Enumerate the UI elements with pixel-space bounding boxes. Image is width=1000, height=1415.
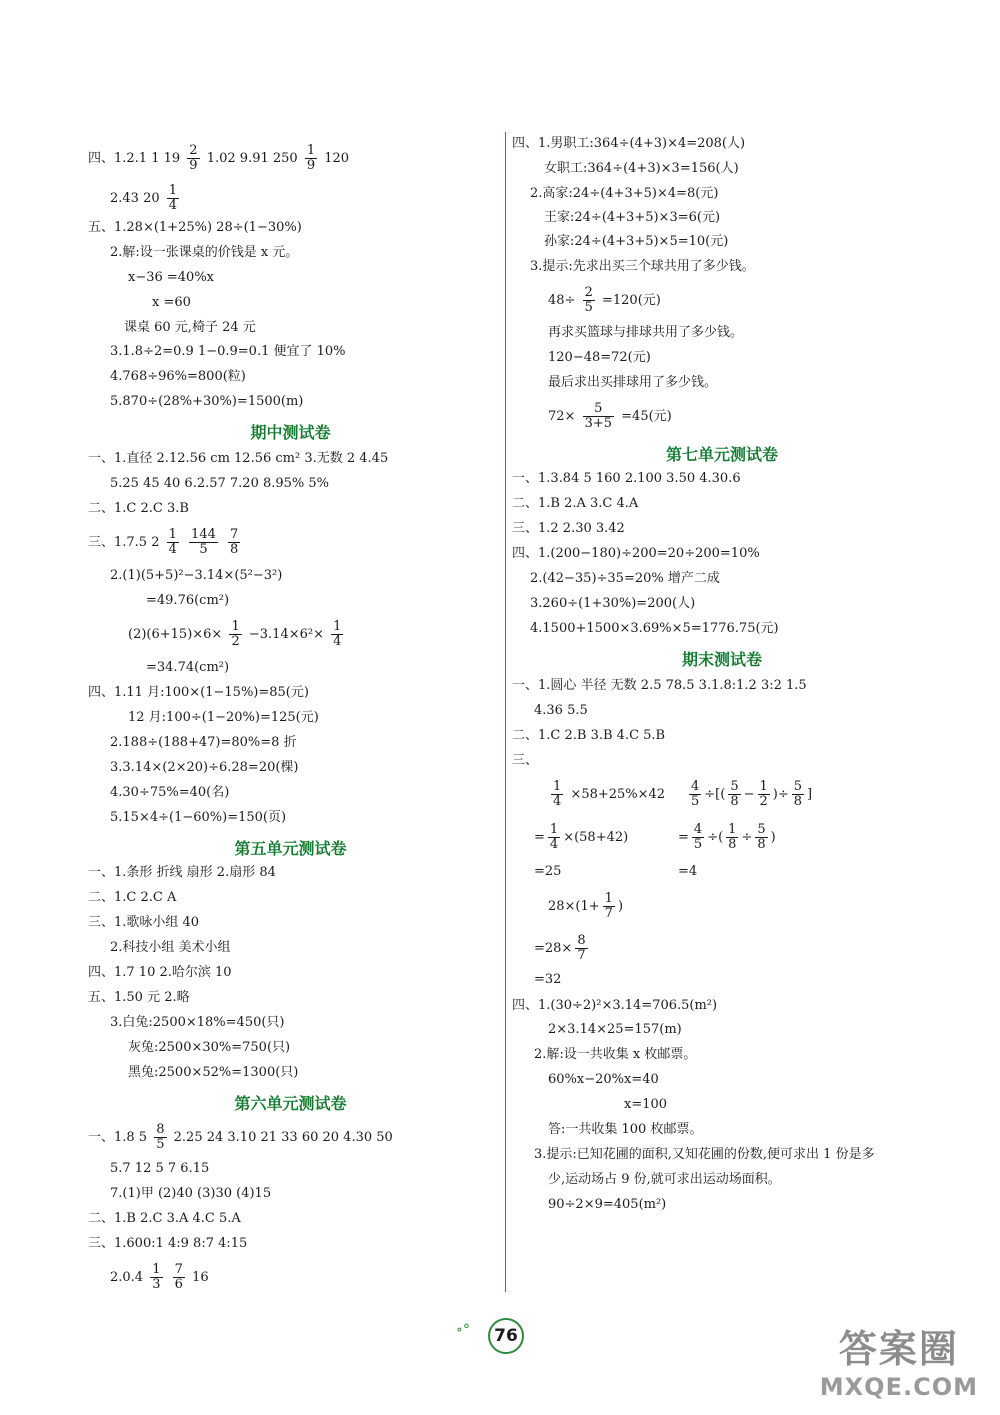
answer-line: 5.25 45 40 6.2.57 7.20 8.95% 5% xyxy=(110,476,330,491)
answer-line: 三、1.7.5 2 $\frac{1}{4}$ $\frac{144}{5}$ $\frac{7}{8}$ xyxy=(88,527,239,557)
calc-line: = $\frac{4}{5}$ ÷( $\frac{1}{8}$ ÷ $\frac{5}{8}$ ) xyxy=(678,822,776,852)
fraction: $\frac{1}{3}$ xyxy=(152,1262,161,1292)
fraction: $\frac{2}{5}$ xyxy=(584,285,593,315)
fraction: $\frac{5}{3+5}$ xyxy=(584,401,613,431)
answer-line: 二、1.C 2.B 3.B 4.C 5.B xyxy=(512,728,666,743)
answer-line: 4.30÷75%=40(名) xyxy=(110,785,230,800)
answer-line: 四、1.7 10 2.哈尔滨 10 xyxy=(88,965,232,980)
answer-line: 12 月:100÷(1−20%)=125(元) xyxy=(128,710,319,725)
calc-line: =25 xyxy=(534,864,562,879)
answer-line: 4.1500+1500×3.69%×5=1776.75(元) xyxy=(530,621,779,636)
answer-line: 二、1.B 2.A 3.C 4.A xyxy=(512,496,639,511)
fraction: $\frac{1}{4}$ xyxy=(168,183,178,213)
answer-line: 2.(1)(5+5)²−3.14×(5²−3²) xyxy=(110,568,283,583)
watermark-logo xyxy=(820,1318,978,1401)
fraction: $\frac{1}{4}$ xyxy=(553,779,562,809)
answer-line: 三、1.歌咏小组 40 xyxy=(88,915,200,930)
answer-line: 2.科技小组 美术小组 xyxy=(110,940,231,955)
answer-line: 3.提示:先求出买三个球共用了多少钱。 xyxy=(530,259,755,274)
section-title: 期末测试卷 xyxy=(681,650,762,669)
section-title: 第七单元测试卷 xyxy=(665,445,778,464)
answer-line: 五、1.50 元 2.略 xyxy=(88,990,190,1005)
answer-line: 2.解:设一张课桌的价钱是 x 元。 xyxy=(110,245,299,260)
fraction: $\frac{1}{4}$ xyxy=(168,527,177,557)
answer-line: 最后求出买排球用了多少钱。 xyxy=(548,375,718,390)
answer-line: 王家:24÷(4+3+5)×3=6(元) xyxy=(544,210,721,225)
answer-line: 3.1.8÷2=0.9 1−0.9=0.1 便宜了 10% xyxy=(110,344,346,359)
answer-line: 二、1.C 2.C 3.B xyxy=(88,501,189,516)
answer-line: 120−48=72(元) xyxy=(548,350,651,365)
answer-line: 3.提示:已知花圃的面积,又知花圃的份数,便可求出 1 份是多 xyxy=(534,1147,875,1162)
answer-line: 三、 xyxy=(512,753,539,768)
answer-line: =34.74(cm²) xyxy=(146,660,230,675)
answer-line: 2×3.14×25=157(m) xyxy=(548,1022,682,1037)
answer-line: 4.36 5.5 xyxy=(534,703,588,718)
watermark-url: MXQE.COM xyxy=(819,1373,978,1401)
calc-line: $\frac{4}{5}$ ÷[( $\frac{5}{8}$ − $\frac{1}{2}$ )÷ $\frac{5}{8}$ ] xyxy=(691,779,813,809)
answer-line: 4.768÷96%=800(粒) xyxy=(110,369,246,384)
answer-line: 灰兔:2500×30%=750(只) xyxy=(128,1040,291,1055)
fraction: $\frac{5}{8}$ xyxy=(730,779,739,809)
fraction: $\frac{1}{9}$ xyxy=(306,143,316,173)
fraction: $\frac{4}{5}$ xyxy=(691,779,700,809)
answer-line: 5.15×4÷(1−60%)=150(页) xyxy=(110,810,287,825)
answer-line: 四、1.11 月:100×(1−15%)=85(元) xyxy=(88,685,309,700)
answer-line: 一、1.8 5 $\frac{8}{5}$ 2.25 24 3.10 21 33 60 20 4.30 50 xyxy=(88,1122,393,1152)
answer-line: 二、1.B 2.C 3.A 4.C 5.A xyxy=(88,1211,241,1226)
section-title: 第六单元测试卷 xyxy=(234,1094,347,1113)
answer-line: 90÷2×9=405(m²) xyxy=(548,1197,667,1212)
answer-line: 五、1.28×(1+25%) 28÷(1−30%) xyxy=(88,220,302,235)
fraction: $\frac{144}{5}$ xyxy=(191,527,216,557)
answer-line: 课桌 60 元,椅子 24 元 xyxy=(124,320,256,335)
calc-line: = $\frac{1}{4}$ ×(58+42) xyxy=(534,822,629,852)
fraction: $\frac{2}{9}$ xyxy=(189,143,198,173)
fraction: $\frac{8}{7}$ xyxy=(577,933,586,963)
fraction: $\frac{4}{5}$ xyxy=(693,822,703,852)
watermark-text: 答案圈 xyxy=(838,1327,959,1371)
fraction: $\frac{5}{8}$ xyxy=(757,822,766,852)
answer-line: 四、1.(200−180)÷200=20÷200=10% xyxy=(512,546,760,561)
answer-line: 7.(1)甲 (2)40 (3)30 (4)15 xyxy=(110,1186,272,1201)
answer-line: 再求买篮球与排球共用了多少钱。 xyxy=(548,325,744,340)
column-divider xyxy=(505,132,506,1292)
fraction: $\frac{8}{5}$ xyxy=(156,1122,165,1152)
answer-line: 72× $\frac{5}{3+5}$ =45(元) xyxy=(548,401,672,431)
fraction: $\frac{1}{2}$ xyxy=(759,779,768,809)
answer-line: 一、1.圆心 半径 无数 2.5 78.5 3.1.8:1.2 3:2 1.5 xyxy=(512,678,807,693)
answer-line: 48÷ $\frac{2}{5}$ =120(元) xyxy=(548,285,661,315)
answer-line: 2.0.4 $\frac{1}{3}$ $\frac{7}{6}$ 16 xyxy=(110,1262,209,1292)
fraction: $\frac{7}{8}$ xyxy=(230,527,239,557)
answer-line: 3.260÷(1+30%)=200(人) xyxy=(530,596,696,611)
answer-line: 黑兔:2500×52%=1300(只) xyxy=(128,1065,299,1080)
fraction: $\frac{5}{8}$ xyxy=(793,779,803,809)
answer-line: =49.76(cm²) xyxy=(146,593,230,608)
fraction: $\frac{1}{7}$ xyxy=(604,891,613,921)
answer-line: 2.(42−35)÷35=20% 增产二成 xyxy=(530,571,720,586)
answer-line: 四、1.男职工:364÷(4+3)×4=208(人) xyxy=(512,136,746,151)
page-number: 76 xyxy=(488,1318,524,1354)
answer-line: 一、1.3.84 5 160 2.100 3.50 4.30.6 xyxy=(512,471,741,486)
answer-line: 一、1.条形 折线 扇形 2.扇形 84 xyxy=(88,865,276,880)
answer-line: 女职工:364÷(4+3)×3=156(人) xyxy=(544,161,739,176)
fraction: $\frac{1}{2}$ xyxy=(231,619,240,649)
fraction: $\frac{1}{4}$ xyxy=(333,619,342,649)
answer-line: 3.3.14×(2×20)÷6.28=20(棵) xyxy=(110,760,299,775)
answer-line: 5.870÷(28%+30%)=1500(m) xyxy=(110,394,304,409)
answer-line: 四、1.(30÷2)²×3.14=706.5(m²) xyxy=(512,998,718,1013)
section-title: 期中测试卷 xyxy=(250,423,331,442)
answer-line: x−36 =40%x xyxy=(128,270,215,285)
answer-line: 2.43 20 $\frac{1}{4}$ xyxy=(110,183,178,213)
answer-line: 2.188÷(188+47)=80%=8 折 xyxy=(110,735,297,750)
answer-line: 三、1.2 2.30 3.42 xyxy=(512,521,625,536)
calc-line: $\frac{1}{4}$ ×58+25%×42 xyxy=(553,779,666,809)
answer-line: 2.高家:24÷(4+3+5)×4=8(元) xyxy=(530,186,719,201)
decoration-dots: ∘° xyxy=(456,1322,470,1338)
answer-line: 四、1.2.1 1 19 $\frac{2}{9}$ 1.02 9.91 250 $\frac{1}{9}$ 120 xyxy=(88,143,350,173)
answer-line: 60%x−20%x=40 xyxy=(548,1072,659,1087)
calc-line: 28×(1+ $\frac{1}{7}$ ) xyxy=(548,891,624,921)
answer-line: 3.白兔:2500×18%=450(只) xyxy=(110,1015,285,1030)
answer-line: (2)(6+15)×6× $\frac{1}{2}$ −3.14×6²× $\frac{1}{4}$ xyxy=(128,619,342,649)
fraction: $\frac{1}{4}$ xyxy=(549,822,559,852)
answer-line: 5.7 12 5 7 6.15 xyxy=(110,1161,210,1176)
answer-line: 二、1.C 2.C A xyxy=(88,890,177,905)
calc-line: =32 xyxy=(534,972,562,987)
calc-line: =4 xyxy=(678,864,698,879)
answer-line: 一、1.直径 2.12.56 cm 12.56 cm² 3.无数 2 4.45 xyxy=(88,451,389,466)
answer-line: x=100 xyxy=(624,1097,668,1112)
answer-line: 答:一共收集 100 枚邮票。 xyxy=(548,1122,703,1137)
answer-line: x =60 xyxy=(152,295,191,310)
answer-line: 2.解:设一共收集 x 枚邮票。 xyxy=(534,1047,697,1062)
answer-line: 三、1.600:1 4:9 8:7 4:15 xyxy=(88,1236,248,1251)
answer-line: 孙家:24÷(4+3+5)×5=10(元) xyxy=(544,234,729,249)
fraction: $\frac{1}{8}$ xyxy=(728,822,737,852)
fraction: $\frac{7}{6}$ xyxy=(174,1262,183,1292)
calc-line: =28× $\frac{8}{7}$ xyxy=(534,933,586,963)
section-title: 第五单元测试卷 xyxy=(234,839,347,858)
answer-line: 少,运动场占 9 份,就可求出运动场面积。 xyxy=(548,1172,781,1187)
